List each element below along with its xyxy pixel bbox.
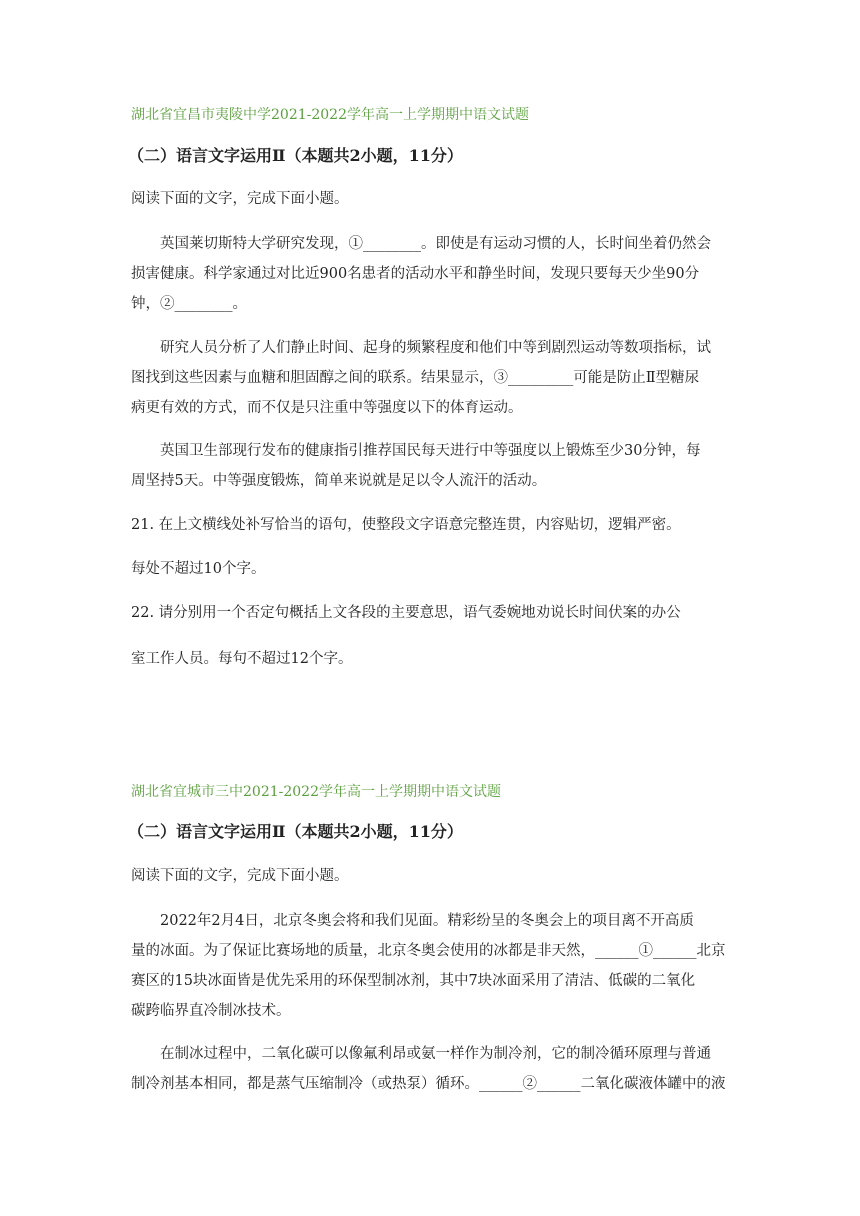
paragraph-line: 英国卫生部现行发布的健康指引推荐国民每天进行中等强度以上锻炼至少30分钟，每 [160,443,701,459]
paragraph-line: 英国莱切斯特大学研究发现，①________。即使是有运动习惯的人，长时间坐着仍然会 [160,236,711,252]
source-title-1: 湖北省宜昌市夷陵中学2021-2022学年高一上学期期中语文试题 [131,107,529,123]
paragraph-line: 赛区的15块冰面皆是优先采用的环保型制冰剂，其中7块冰面采用了清洁、低碳的二氧化 [131,973,696,989]
paragraph-line: 病更有效的方式，而不仅是只注重中等强度以下的体育运动。 [131,400,523,416]
question-21-note: 每处不超过10个字。 [131,561,266,577]
paragraph-line: 2022年2月4日，北京冬奥会将和我们见面。精彩纷呈的冬奥会上的项目离不开高质 [160,913,694,929]
instruction-1: 阅读下面的文字，完成下面小题。 [131,191,349,207]
section-heading-1: （二）语言文字运用Ⅱ（本题共2小题，11分） [128,146,463,165]
source-title-2: 湖北省宜城市三中2021-2022学年高一上学期期中语文试题 [131,784,501,800]
paragraph-line: 量的冰面。为了保证比赛场地的质量，北京冬奥会使用的冰都是非天然，______①______北京 [131,943,726,959]
section-heading-2: （二）语言文字运用Ⅱ（本题共2小题，11分） [128,822,463,841]
paragraph-line: 制冷剂基本相同，都是蒸气压缩制冷（或热泵）循环。______②______二氧化碳液体罐中的液 [131,1076,726,1092]
paragraph-line: 在制冰过程中，二氧化碳可以像氟利昂或氨一样作为制冷剂，它的制冷循环原理与普通 [160,1046,711,1062]
question-21: 21. 在上文横线处补写恰当的语句，使整段文字语意完整连贯，内容贴切，逻辑严密。 [131,517,681,533]
question-22-cont: 室工作人员。每句不超过12个字。 [131,651,353,667]
question-22: 22. 请分别用一个否定句概括上文各段的主要意思，语气委婉地劝说长时间伏案的办公 [131,605,681,621]
paragraph-line: 研究人员分析了人们静止时间、起身的频繁程度和他们中等到剧烈运动等数项指标，试 [160,340,711,356]
instruction-2: 阅读下面的文字，完成下面小题。 [131,868,349,884]
paragraph-line: 图找到这些因素与血糖和胆固醇之间的联系。结果显示，③_________可能是防止Ⅱ型糖尿 [131,370,700,386]
paragraph-line: 钟，②________。 [131,296,247,312]
paragraph-line: 周坚持5天。中等强度锻炼，简单来说就是足以令人流汗的活动。 [131,473,547,489]
paragraph-line: 损害健康。科学家通过对比近900名患者的活动水平和静坐时间，发现只要每天少坐90分 [131,266,700,282]
paragraph-line: 碳跨临界直冷制冰技术。 [131,1003,291,1019]
